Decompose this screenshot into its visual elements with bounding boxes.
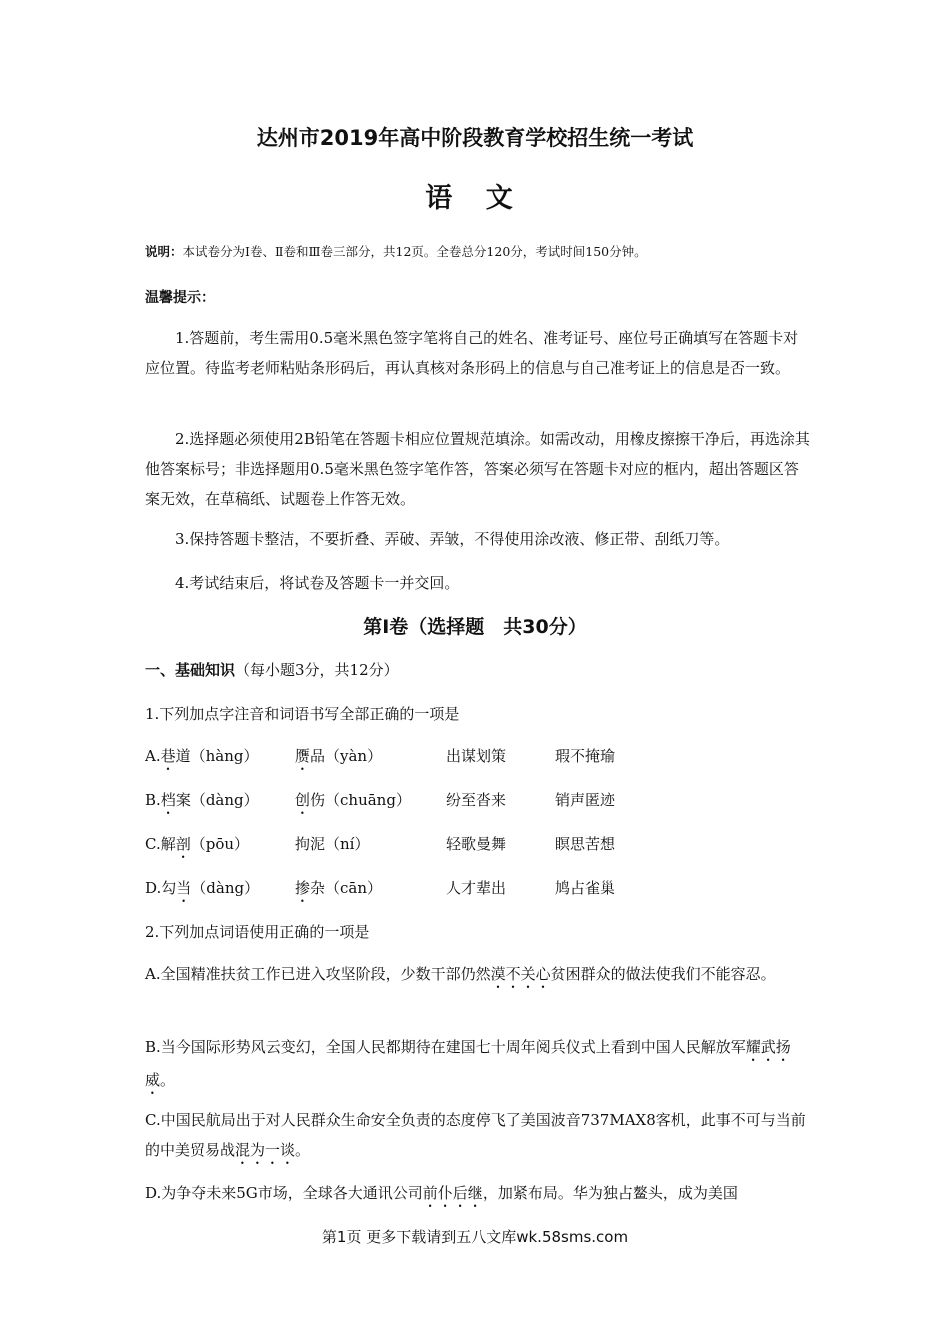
note-text: 本试卷分为Ⅰ卷、Ⅱ卷和Ⅲ卷三部分，共12页。全卷总分120分，考试时间150分钟。 <box>182 244 647 259</box>
q2-option-d: D.为争夺未来5G市场，全球各大通讯公司前仆后继，加紧布局。华为独占鳌头，成为美国 <box>145 1184 738 1202</box>
tip-item-3: 3.保持答题卡整洁，不要折叠、弄破、弄皱，不得使用涂改液、修正带、刮纸刀等。 <box>175 530 730 548</box>
section-title: 第Ⅰ卷（选择题 共30分） <box>363 616 587 638</box>
note-label: 说明： <box>145 244 183 259</box>
q2-option-b: B.当今国际形势风云变幻，全国人民都期待在建国七十周年阅兵仪式上看到中国人民解放军耀武扬威。 <box>145 1038 791 1089</box>
tips-heading: 温馨提示： <box>145 290 215 306</box>
page-footer: 第1页 更多下载请到五八文库wk.58sms.com <box>321 1228 629 1246</box>
part-heading: 一、基础知识（每小题3分，共12分） <box>145 661 399 679</box>
subject-title: 语 文 <box>425 183 525 214</box>
tip-item-2: 2.选择题必须使用2B铅笔在答题卡相应位置规范填涂。如需改动，用橡皮擦擦干净后，再选涂其他答案标号；非选择题用0.5毫米黑色签字笔作答，答案必须写在答题卡对应的框内，超出答题区答案无效，在草稿纸、试题卷上作答无效。 <box>145 430 810 508</box>
q2-option-c: C.中国民航局出于对人民群众生命安全负责的态度停飞了美国波音737MAX8客机，此事不可与当前的中美贸易战混为一谈。 <box>145 1111 806 1159</box>
q1-stem: 1.下列加点字注音和词语书写全部正确的一项是 <box>145 705 460 723</box>
q2-option-a: A.全国精准扶贫工作已进入攻坚阶段，少数干部仍然漠不关心贫困群众的做法使我们不能容忍。 <box>145 965 776 983</box>
tip-item-1: 1.答题前，考生需用0.5毫米黑色签字笔将自己的姓名、准考证号、座位号正确填写在答题卡对应位置。待监考老师粘贴条形码后，再认真核对条形码上的信息与自己准考证上的信息是否一致。 <box>145 329 799 377</box>
exam-note <box>145 242 647 260</box>
tip-item-4: 4.考试结束后，将试卷及答题卡一并交回。 <box>175 574 460 592</box>
q2-stem: 2.下列加点词语使用正确的一项是 <box>145 923 370 941</box>
exam-title: 达州市2019年高中阶段教育学校招生统一考试 <box>256 126 694 150</box>
